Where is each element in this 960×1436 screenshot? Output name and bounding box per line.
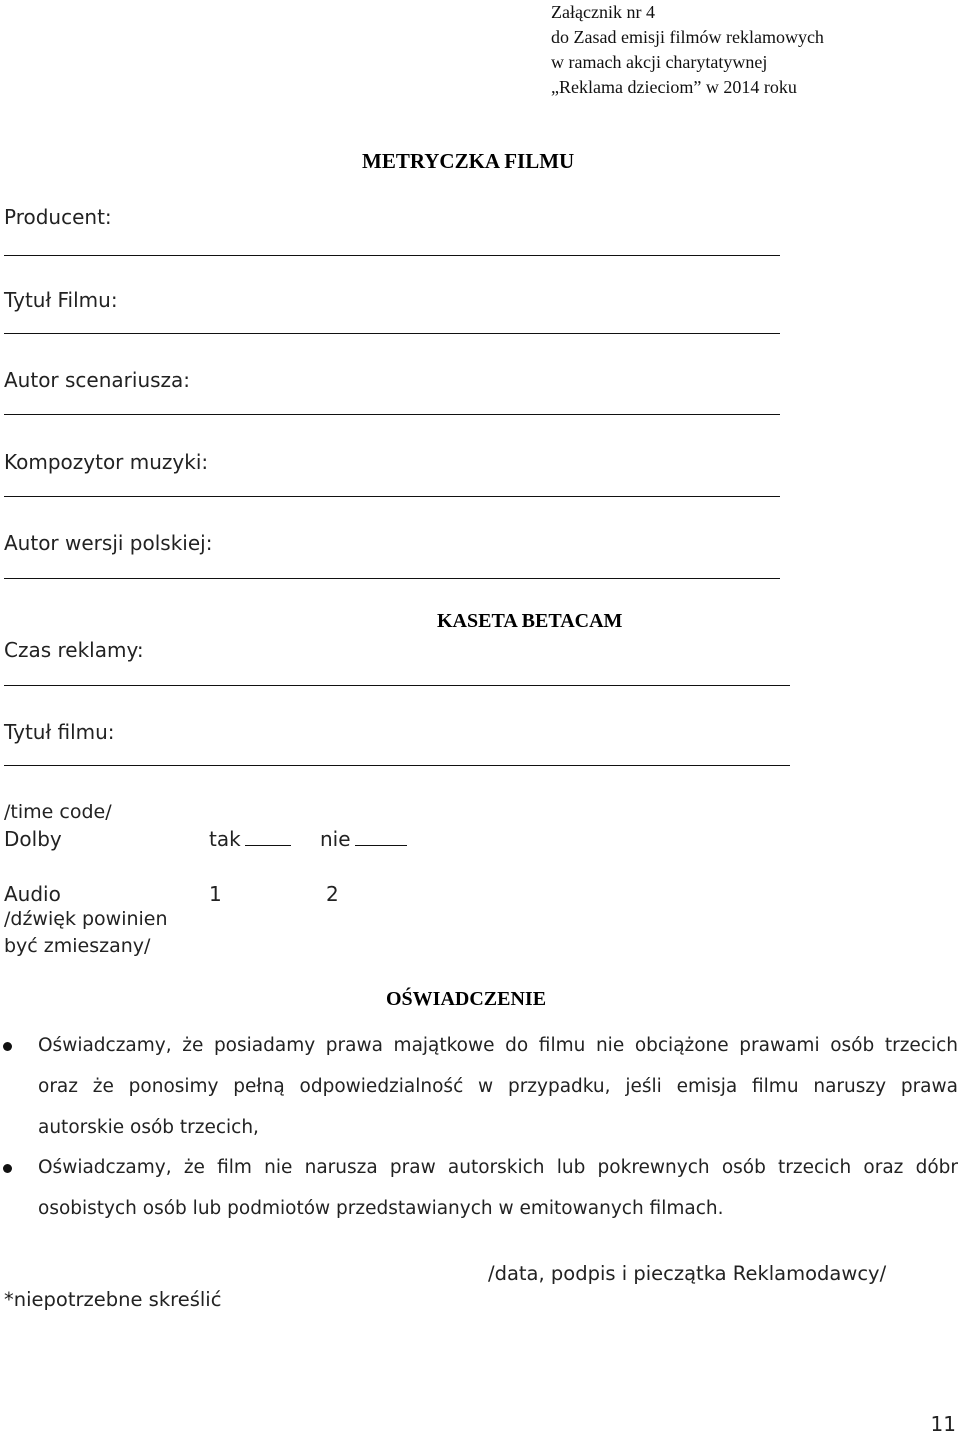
statement-item-1-line-3: autorskie osób trzecich,: [38, 1117, 259, 1138]
audio-note-line-1: /dźwięk powinien: [4, 908, 168, 930]
script-author-label: Autor scenariusza:: [4, 368, 191, 392]
script-author-line[interactable]: [4, 414, 780, 415]
film-title-line[interactable]: [4, 333, 780, 334]
dolby-no-blank: [355, 829, 407, 846]
audio-option-1[interactable]: 1: [209, 882, 222, 906]
ad-time-label: Czas reklamy:: [4, 638, 144, 662]
ad-time-line[interactable]: [4, 685, 790, 686]
statement-item-1-line-2: oraz że ponosimy pełną odpowiedzialność w przypadku, jeśli emisja filmu naruszy prawa: [38, 1076, 958, 1097]
dolby-yes-blank: [245, 829, 291, 846]
dolby-yes-label: tak: [209, 827, 241, 851]
statement-item-2: [38, 1147, 958, 1229]
attachment-header: [551, 0, 824, 100]
betacam-film-title-line[interactable]: [4, 765, 790, 766]
footnote: *niepotrzebne skreślić: [4, 1288, 222, 1311]
composer-line[interactable]: [4, 496, 780, 497]
polish-version-author-label: Autor wersji polskiej:: [4, 531, 213, 555]
producer-label: Producent:: [4, 205, 112, 229]
page-number: 11: [930, 1412, 956, 1436]
polish-version-author-line[interactable]: [4, 578, 780, 579]
dolby-yes-option[interactable]: [209, 827, 291, 851]
producer-line[interactable]: [4, 255, 780, 256]
statement-item-1: [38, 1025, 958, 1148]
betacam-film-title-label: Tytuł filmu:: [4, 720, 115, 744]
header-line-2: do Zasad emisji filmów reklamowych: [551, 27, 824, 47]
statement-item-2-line-1: Oświadczamy, że film nie narusza praw autorskich lub pokrewnych osób trzecich oraz dóbr: [38, 1157, 958, 1178]
statement-item-2-line-2: osobistych osób lub podmiotów przedstawianych w emitowanych filmach.: [38, 1198, 724, 1219]
betacam-heading: KASETA BETACAM: [437, 610, 623, 632]
bullet-icon: [3, 1042, 12, 1051]
header-line-3: w ramach akcji charytatywnej: [551, 52, 768, 72]
page-title: METRYCZKA FILMU: [362, 149, 575, 173]
statement-item-1-line-1: Oświadczamy, że posiadamy prawa majątkowe do filmu nie obciążone prawami osób trzecich: [38, 1035, 958, 1056]
header-line-4: „Reklama dzieciom” w 2014 roku: [551, 77, 797, 97]
dolby-label: Dolby: [4, 827, 62, 851]
audio-label: Audio: [4, 882, 61, 906]
statement-heading: OŚWIADCZENIE: [386, 988, 547, 1010]
header-line-1: Załącznik nr 4: [551, 2, 655, 22]
dolby-no-label: nie: [320, 827, 351, 851]
signature-caption: /data, podpis i pieczątka Reklamodawcy/: [488, 1262, 887, 1285]
time-code-label: /time code/: [4, 801, 112, 823]
bullet-icon: [3, 1164, 12, 1173]
film-title-label: Tytuł Filmu:: [4, 288, 118, 312]
audio-option-2[interactable]: 2: [326, 882, 339, 906]
audio-note-line-2: być zmieszany/: [4, 935, 151, 957]
composer-label: Kompozytor muzyki:: [4, 450, 209, 474]
dolby-no-option[interactable]: [320, 827, 407, 851]
